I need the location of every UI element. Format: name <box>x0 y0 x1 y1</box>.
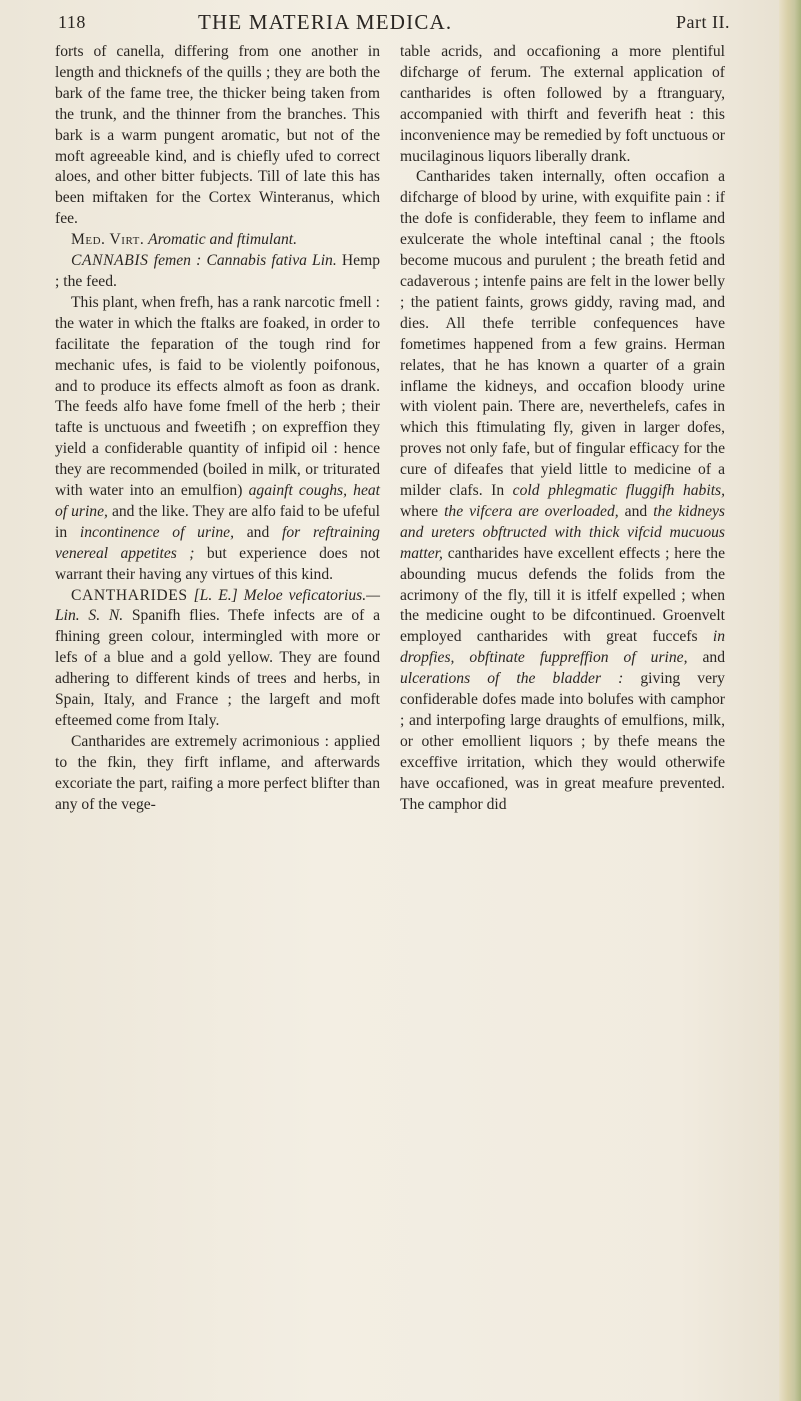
cannabis-heading: CANNABIS <box>71 252 149 270</box>
cannabis-entry-heading <box>55 251 380 293</box>
cannabis-text-italic-3: for reftraining venereal appetites ; <box>55 523 380 562</box>
internal-text-d: cantharides have excellent effects ; here the abounding mucus defends the folids from the acrimony of the fly, till it is itfelf expelled ; when the medicine ought to be difcontinued. Groenvelt employed cantharides with great fuccefs <box>400 544 725 646</box>
internal-text-italic-2: the vifcera are overloaded, <box>444 502 619 520</box>
page-number: 118 <box>58 12 86 32</box>
cannabis-paragraph <box>55 293 380 586</box>
cannabis-common-name: Hemp ; the feed. <box>55 252 381 290</box>
external-application-paragraph: table acrids, and occafioning a more plentiful difcharge of ferum. The external application of cantharides is often followed by a ftranguary, accompanied with thirft and feverifh heat : this inconvenience may be remedied by foft unctuous or mucilaginous liquors liberally drank. <box>400 43 725 165</box>
internal-text-e: and <box>702 649 725 667</box>
internal-text-b: where <box>400 502 439 520</box>
internal-text-italic-3: the kidneys and ureters obftructed with thick vifcid mucuous matter, <box>400 502 725 562</box>
cannabis-text-c: and <box>246 523 270 541</box>
cannabis-text-a: This plant, when frefh, has a rank narcotic fmell : the water in which the ftalks are foaked, in order to facilitate the feparation of the tough rind for mechanic ufes, is faid to be violently poifonous, and to produce its effects almoft as foon as drank. The feeds alfo have fome fmell of the herb ; their tafte is unctuous and fweetifh ; on expreffion they yield a confiderable quantity of infipid oil : hence they are recommended (boiled in milk, or triturated with water into an emulfion) <box>55 293 380 500</box>
cannabis-latin: Cannabis fativa Lin. <box>206 252 337 270</box>
page-header <box>58 6 758 40</box>
internal-text-italic-5: ulcerations of the bladder : <box>400 670 624 688</box>
cantharides-paragraph: Cantharides are extremely acrimonious : applied to the fkin, they firft inflame, and afterwards excoriate the part, raifing a more perfect blifter than any of the vege- <box>55 732 380 813</box>
med-virt-label: Med. Virt. <box>71 231 145 249</box>
right-column <box>400 42 725 816</box>
part-label: Part II. <box>676 12 730 32</box>
cantharides-entry <box>55 586 380 732</box>
medical-virtue-line <box>55 230 380 251</box>
cannabis-semen: femen : <box>153 252 202 270</box>
internal-text-c: and <box>624 502 648 520</box>
left-column <box>55 42 380 816</box>
internal-use-paragraph <box>400 167 725 815</box>
internal-text-italic-1: cold phlegmatic fluggifh habits, <box>512 482 725 500</box>
internal-text-f: giving very confiderable dofes made into bolufes with camphor ; and interpofing large draughts of emulfions, milk, or other emollient liquors ; by thefe means the exceffive irritation, which they would otherwife have occafioned, was in great meafure prevented. The camphor did <box>400 670 725 813</box>
internal-text-a: Cantharides taken internally, often occafion a difcharge of blood by urine, with exquifite pain : if the dofe is confiderable, they feem to inflame and exulcerate the whole inteftinal canal ; the ftools become mucous and purulent ; the breath fetid and cadaverous ; intenfe pains are felt in the lower belly ; the patient faints, grows giddy, raving mad, and dies. All thefe terrible confequences have fometimes happened from a few grains. Herman relates, that he has known a quarter of a grain inflame the kidneys, and occafion bloody urine with violent pain. There are, neverthelefs, cafes in which this ftimulating fly, given in larger dofes, proves not only fafe, but of fingular efficacy for the cure of difeafes that yield little to medicine of a milder clafs. In <box>400 168 725 500</box>
internal-text-italic-4: in dropfies, obftinate fuppreffion of urine, <box>400 628 725 667</box>
cannabis-text-b: and the like. They are alfo faid to be ufeful in <box>55 502 381 541</box>
cannabis-text-d: but experience does not warrant their having any virtues of this kind. <box>55 544 380 583</box>
running-title: THE MATERIA MEDICA. <box>198 10 453 34</box>
page-edge-shadow <box>779 0 801 1401</box>
cannabis-text-italic-1: againft coughs, heat of urine, <box>55 482 381 520</box>
canella-paragraph: forts of canella, differing from one another in length and thicknefs of the quills ; they are both the bark of the fame tree, the thicker being taken from the trunk, and the thinner from the branches. This bark is a warm pungent aromatic, but not of the moft agreeable kind, and is chiefly ufed to correct aloes, and other bitter fubjects. Till of late this has been miftaken for the Cortex Winteranus, which fee. <box>55 43 380 228</box>
cantharides-heading: CANTHARIDES <box>71 586 188 604</box>
cantharides-latin: [L. E.] Meloe veficatorius.—Lin. S. N. <box>55 586 380 625</box>
med-virt-value: Aromatic and ftimulant. <box>148 231 298 249</box>
cantharides-description: Spanifh flies. Thefe infects are of a fhining green colour, intermingled with more or lefs of a blue and a gold yellow. They are found adhering to different kinds of trees and herbs, in Spain, Italy, and France ; the largeft and moft efteemed come from Italy. <box>55 607 380 729</box>
cannabis-text-italic-2: incontinence of urine, <box>79 523 235 541</box>
